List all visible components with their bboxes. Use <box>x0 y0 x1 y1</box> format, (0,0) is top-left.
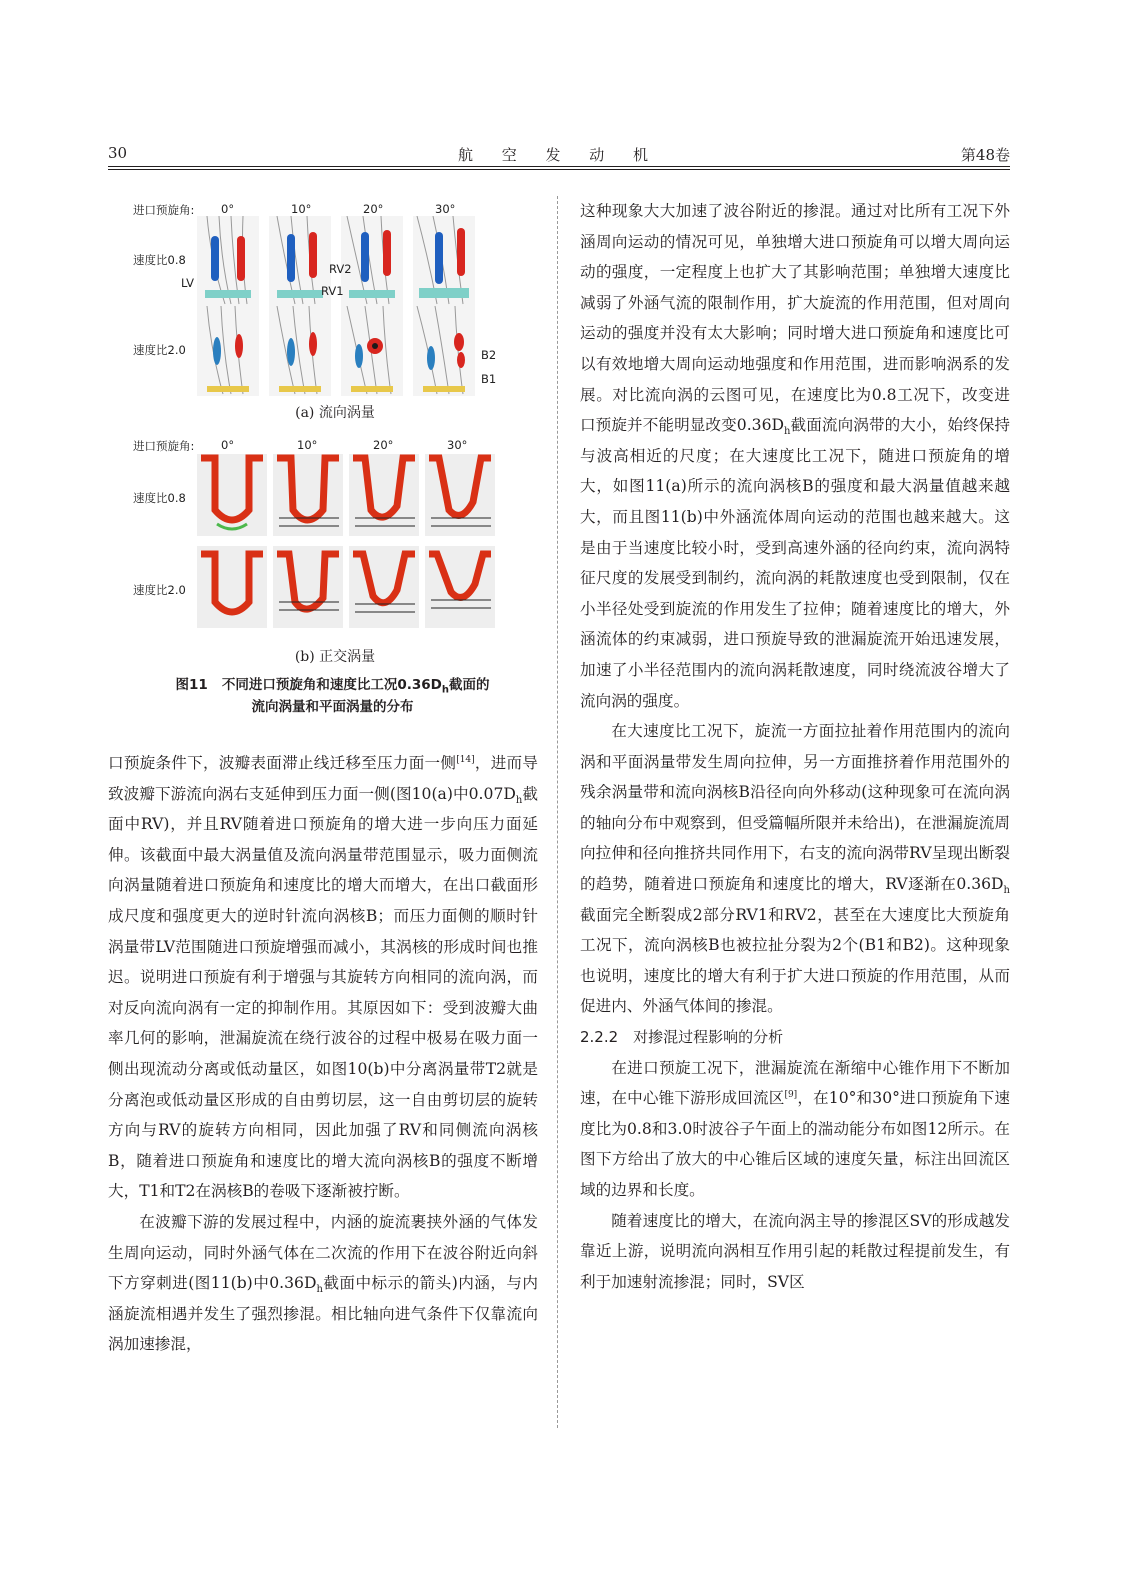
left-column <box>108 748 538 1360</box>
orthogonal-vorticity-panel <box>273 546 343 628</box>
streamwise-vorticity-panel <box>413 306 475 396</box>
column-divider <box>557 196 558 1428</box>
angle-label: 0° <box>221 438 235 452</box>
orthogonal-vorticity-panel <box>197 546 267 628</box>
orthogonal-vorticity-panel <box>197 454 267 536</box>
subcaption-a: (a) 流向涡量 <box>295 405 375 421</box>
annotation-b2: B2 <box>481 348 497 362</box>
page-number: 30 <box>108 144 128 162</box>
angle-label: 0° <box>221 202 235 216</box>
figure-caption: 图11 不同进口预旋角和速度比工况$0.36D_h$截面的 流向涡量和平面涡量的分布 <box>175 677 490 715</box>
ratio-row-label: 速度比0.8 <box>133 491 186 505</box>
angle-row-label: 进口预旋角: <box>133 439 195 453</box>
ratio-row-label: 速度比2.0 <box>133 583 186 597</box>
running-header <box>108 144 1010 166</box>
header-rule-thin <box>108 169 1010 170</box>
orthogonal-vorticity-panel <box>349 546 419 628</box>
angle-label: 30° <box>435 202 456 216</box>
subcaption-b: (b) 正交涡量 <box>294 649 376 665</box>
angle-label: 20° <box>373 438 394 452</box>
streamwise-vorticity-panel <box>197 306 259 396</box>
paragraph: 这种现象大大加速了波谷附近的掺混。通过对比所有工况下外涵周向运动的情况可见，单独增大进口预旋角可以增大周向运动的强度，一定程度上也扩大了其影响范围；单独增大速度比减弱了外涵气流的限制作用，扩大旋流的作用范围，但对周向运动的强度并没有太大影响；同时增大进口预旋角和速度比可以有效地增大周向运动地强度和作用范围，进而影响涡系的发展。对比流向涡的云图可见，在速度比为0.8工况下，改变进口预旋并不能明显改变$0.36D_h$截面流向涡带的大小，始终保持与波高相近的尺度；在大速度比工况下，随进口预旋角的增大，如图11(a)所示的流向涡核B的强度和最大涡量值越来越大，而且图11(b)中外涵流体周向运动的范围也越来越大。这是由于当速度比较小时，受到高速外涵的径向约束，流向涡特征尺度的发展受到制约，流向涡的耗散速度也受到限制，仅在小半径处受到旋流的作用发生了拉伸；随着速度比的增大，外涵流体的约束减弱，进口预旋导致的泄漏旋流开始迅速发展，加速了小半径范围内的流向涡耗散速度，同时绕流波谷增大了流向涡的强度。 <box>580 202 1010 710</box>
orthogonal-vorticity-panel <box>349 454 419 536</box>
streamwise-vorticity-panel <box>197 216 259 306</box>
paragraph: 在波瓣下游的发展过程中，内涵的旋流裹挟外涵的气体发生周向运动，同时外涵气体在二次流的作用下在波谷附近向斜下方穿刺进(图11(b)中$0.36D_h$截面中标示的箭头)内涵，与内涵旋流相遇并发生了强烈掺混。相比轴向进气条件下仅靠流向涡加速掺混， <box>108 1212 538 1354</box>
angle-label: 20° <box>363 202 384 216</box>
angle-label: 10° <box>297 438 318 452</box>
paragraph: 口预旋条件下，波瓣表面滞止线迁移至压力面一侧[14]，进而导致波瓣下游流向涡右支延伸到压力面一侧(图10(a)中$0.07D_h$截面中RV)，并且RV随着进口预旋角的增大进一步向压力面延伸。该截面中最大涡量值及流向涡量带范围显示，吸力面侧流向涡量随着进口预旋角和速度比的增大而增大，在出口截面形成尺度和强度更大的逆时针流向涡核B；而压力面侧的顺时针涡量带LV范围随进口预旋增强而减小，其涡核的形成时间也推迟。说明进口预旋有利于增强与其旋转方向相同的流向涡，而对反向流向涡有一定的抑制作用。其原因如下：受到波瓣大曲率几何的影响，泄漏旋流在绕行波谷的过程中极易在吸力面一侧出现流动分离或低动量区，如图10(b)中分离涡量带T2就是分离泡或低动量区形成的自由剪切层，这一自由剪切层的旋转方向与RV的旋转方向相同，因此加强了RV和同侧流向涡核B，随着进口预旋角和速度比的增大流向涡核B的强度不断增大，T1和T2在涡核B的卷吸下逐渐被拧断。 <box>108 754 538 1201</box>
section-heading: 2.2.2 对掺混过程影响的分析 <box>580 1028 784 1047</box>
paragraph: 随着速度比的增大，在流向涡主导的掺混区SV的形成越发靠近上游，说明流向涡相互作用引起的耗散过程提前发生，有利于加速射流掺混；同时，SV区 <box>580 1211 1010 1291</box>
annotation-lv: LV <box>181 276 195 290</box>
angle-label: 30° <box>447 438 468 452</box>
right-column <box>580 196 1010 1297</box>
orthogonal-vorticity-panel <box>425 546 495 628</box>
orthogonal-vorticity-panel <box>273 454 343 536</box>
citation[interactable]: [9] <box>784 1090 798 1101</box>
annotation-rv1: RV1 <box>321 284 344 298</box>
paragraph: 在进口预旋工况下，泄漏旋流在渐缩中心锥作用下不断加速，在中心锥下游形成回流区[9]，在10°和30°进口预旋角下速度比为0.8和3.0时波谷子午面上的湍动能分布如图12所示。在图下方给出了放大的中心锥后区域的速度矢量，标注出回流区域的边界和长度。 <box>580 1058 1010 1199</box>
streamwise-vorticity-panel <box>413 216 475 306</box>
angle-label: 10° <box>291 202 312 216</box>
header-rule <box>108 166 1010 167</box>
streamwise-vorticity-panel <box>269 306 331 396</box>
figure-number: 图11 <box>175 677 208 693</box>
annotation-rv2: RV2 <box>329 262 352 276</box>
streamwise-vorticity-panel <box>341 216 403 306</box>
paragraph: 在大速度比工况下，旋流一方面拉扯着作用范围内的流向涡和平面涡量带发生周向拉伸，另一方面推挤着作用范围外的残余涡量带和流向涡核B沿径向向外移动(这种现象可在流向涡的轴向分布中观察到，但受篇幅所限并未给出)，在泄漏旋流周向拉伸和径向推挤共同作用下，右支的流向涡带RV呈现出断裂的趋势，随着进口预旋角和速度比的增大，RV逐渐在$0.36D_h$截面完全断裂成2部分RV1和RV2，甚至在大速度比大预旋角工况下，流向涡核B也被拉扯分裂为2个(B1和B2)。这种现象也说明，速度比的增大有利于扩大进口预旋的作用范围，从而促进内、外涵气体间的掺混。 <box>580 722 1010 1016</box>
annotation-b1: B1 <box>481 372 497 386</box>
orthogonal-vorticity-panel <box>425 454 495 536</box>
journal-title: 航 空 发 动 机 <box>457 146 661 164</box>
streamwise-vorticity-panel <box>341 306 403 396</box>
figure-11 <box>125 196 540 731</box>
citation[interactable]: [14] <box>456 754 475 765</box>
ratio-row-label: 速度比0.8 <box>133 253 186 267</box>
volume-label: 第48卷 <box>960 146 1010 164</box>
angle-row-label: 进口预旋角: <box>133 203 195 217</box>
ratio-row-label: 速度比2.0 <box>133 343 186 357</box>
